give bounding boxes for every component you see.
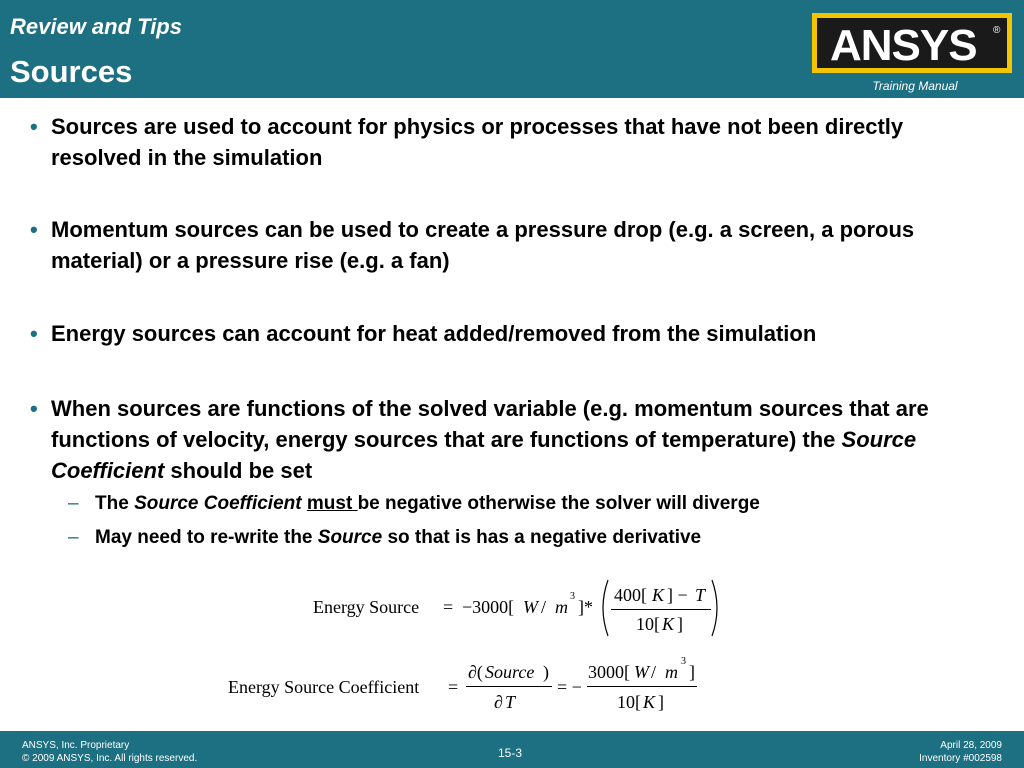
eq2-num2-slash: /: [651, 662, 657, 682]
eq1-exp: 3: [570, 591, 575, 602]
eq1-close: ]*: [578, 597, 593, 617]
training-manual-label: Training Manual: [872, 79, 958, 93]
eq2-den2-end: ]: [658, 692, 664, 712]
footer-rights: © 2009 ANSYS, Inc. All rights reserved.: [22, 753, 198, 764]
eq1-equals: =: [443, 597, 454, 617]
section-title: Review and Tips: [10, 14, 182, 39]
bullet-text-prefix: When sources are functions of the solved variable (e.g. momentum sources that are functions of velocity, energy sources that are functions of temperature) the: [51, 396, 929, 452]
eq2-lhs: Energy Source Coefficient: [228, 677, 420, 697]
eq2-fraction-bar-1: [466, 686, 552, 687]
eq1-den-end: ]: [677, 614, 683, 634]
eq2-num1a: ∂(: [468, 662, 483, 682]
footer-bar: [0, 731, 1024, 768]
eq2-den2: 10[: [617, 692, 641, 712]
source-term: Source: [317, 527, 383, 548]
eq1-num-400: 400[: [614, 585, 647, 605]
eq1-slash: /: [541, 597, 547, 617]
footer-copyright: [22, 739, 197, 765]
subbullet-post: be negative otherwise the solver will diverge: [357, 493, 760, 514]
footer-date: April 28, 2009: [940, 740, 1002, 751]
eq2-equals: =: [448, 677, 459, 697]
subbullet-pre: May need to re-write the: [95, 527, 318, 548]
eq2-den1-t: T: [505, 692, 516, 712]
eq2-num2-m: m: [665, 662, 678, 682]
subbullet-post: so that is has a negative derivative: [382, 527, 702, 548]
bullet-marker: •: [30, 114, 38, 139]
eq2-den2-k: K: [643, 692, 656, 712]
eq1-num-k: K: [652, 585, 665, 605]
eq2-num2-w: W: [634, 662, 649, 682]
eq2-num1-source: Source: [485, 662, 535, 682]
eq1-den-10: 10[: [636, 614, 660, 634]
eq1-num-mid: ] −: [667, 585, 688, 605]
eq2-num2-end: ]: [689, 662, 695, 682]
eq1-coef: −3000[: [462, 597, 515, 617]
footer-info: [919, 739, 1002, 765]
logo-text-an: ANSYS: [830, 21, 977, 70]
bullet-marker: •: [30, 217, 38, 242]
eq2-num2: 3000[: [588, 662, 630, 682]
eq2-num1c: ): [543, 662, 549, 682]
must-emphasis: must: [306, 493, 358, 514]
eq1-m: m: [555, 597, 568, 617]
eq2-den1a: ∂: [494, 692, 503, 712]
eq1-num-t: T: [695, 585, 706, 605]
page-title: Sources: [10, 54, 133, 89]
eq1-den-k: K: [662, 614, 675, 634]
eq2-num2-exp: 3: [681, 656, 686, 667]
source-coefficient-term: Source Coefficient: [51, 427, 917, 483]
footer-inventory: Inventory #002598: [919, 753, 1002, 764]
bullet-marker: •: [30, 396, 38, 421]
eq1-w: W: [523, 597, 538, 617]
dash-marker: –: [68, 527, 79, 548]
registered-mark: ®: [993, 25, 1001, 36]
page-number: 15-3: [497, 746, 523, 760]
bullet-text: Sources are used to account for physics or processes that have not been directly resolved in the simulation: [51, 114, 904, 170]
footer-proprietary: ANSYS, Inc. Proprietary: [22, 740, 130, 751]
eq2-equals-minus: = −: [557, 677, 582, 697]
bullet-marker: •: [30, 321, 38, 346]
dash-marker: –: [68, 493, 79, 514]
bullet-text: Energy sources can account for heat added/removed from the simulation: [51, 321, 817, 346]
source-coefficient-term: Source Coefficient: [134, 493, 302, 514]
bullet-text: Momentum sources can be used to create a pressure drop (e.g. a screen, a porous material) or a pressure rise (e.g. a fan): [51, 217, 915, 273]
eq2-fraction-bar-2: [587, 686, 697, 687]
bullet-text-suffix: should be set: [164, 458, 313, 483]
eq1-lhs: Energy Source: [313, 597, 420, 617]
subbullet-pre: The: [95, 493, 135, 514]
